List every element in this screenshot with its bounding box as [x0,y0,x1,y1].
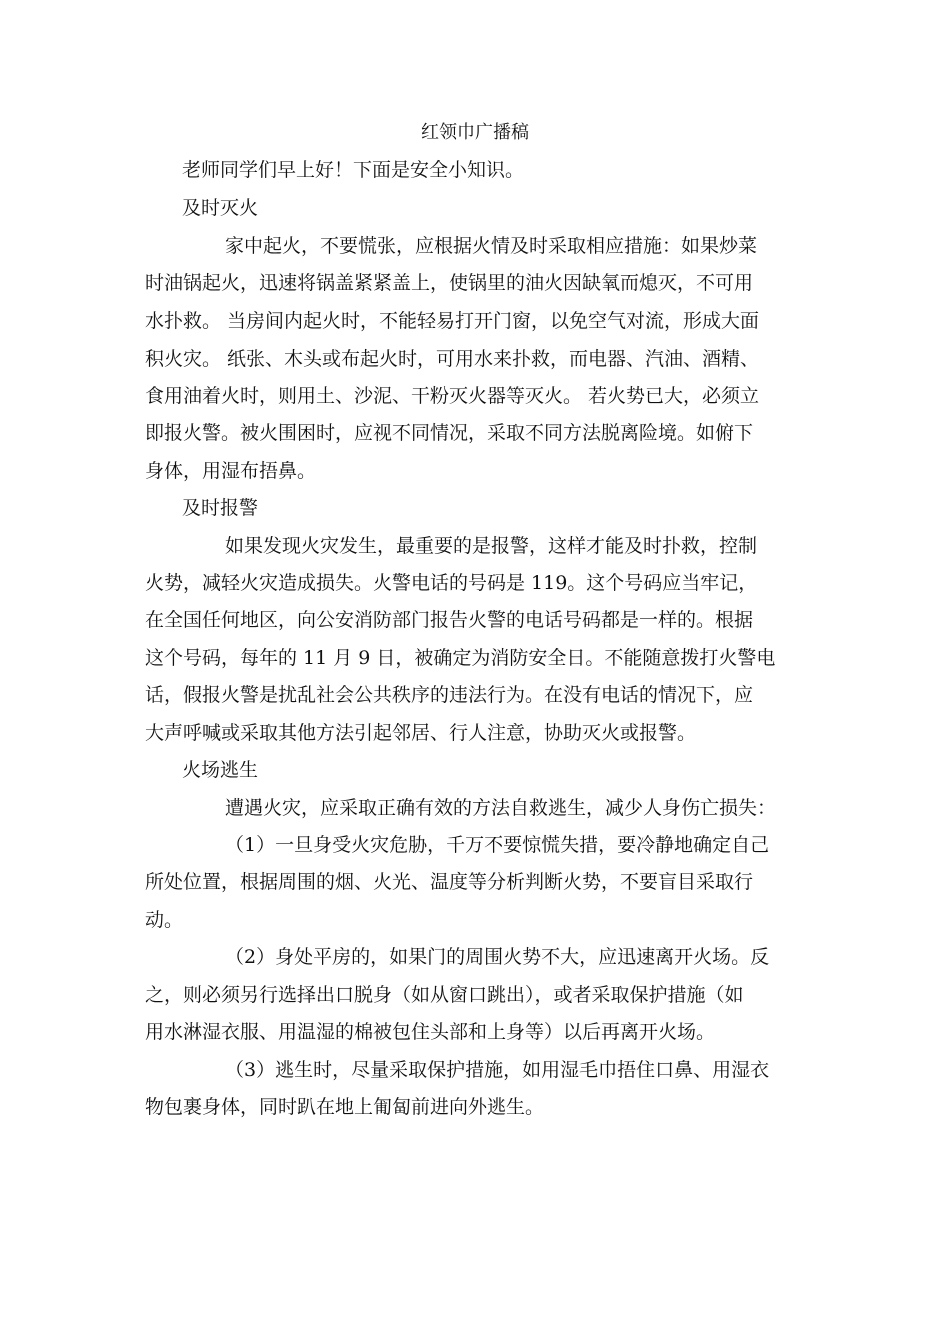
paragraph-line: （1）一旦身受火灾危胁，千万不要惊慌失措，要冷静地确定自己 [225,834,770,856]
paragraph-line: 水扑救。 当房间内起火时，不能轻易打开门窗，以免空气对流，形成大面 [145,310,760,332]
paragraph-line: 物包裹身体，同时趴在地上匍匐前进向外逃生。 [145,1096,545,1118]
paragraph-line: 如果发现火灾发生，最重要的是报警，这样才能及时扑救，控制 [225,535,758,557]
paragraph-line: 在全国任何地区，向公安消防部门报告火警的电话号码都是一样的。根据 [145,609,754,631]
paragraph-line: 大声呼喊或采取其他方法引起邻居、行人注意，协助灭火或报警。 [145,722,697,744]
paragraph-line: 之，则必须另行选择出口脱身（如从窗口跳出），或者采取保护措施（如 [145,984,744,1006]
paragraph-line: 遭遇火灾，应采取正确有效的方法自救逃生，减少人身伤亡损失： [225,797,777,819]
greeting: 老师同学们早上好！下面是安全小知识。 [182,159,525,181]
paragraph-line: 火势，减轻火灾造成损失。火警电话的号码是 119。这个号码应当牢记， [145,572,758,594]
paragraph-line: （3）逃生时，尽量采取保护措施，如用湿毛巾捂住口鼻、用湿衣 [225,1059,770,1081]
paragraph-line: 积火灾。 纸张、木头或布起火时，可用水来扑救，而电器、汽油、酒精、 [145,348,760,370]
paragraph-line: 动。 [145,909,184,931]
paragraph-line: 时油锅起火，迅速将锅盖紧紧盖上，使锅里的油火因缺氧而熄灭，不可用 [145,272,754,294]
section-heading-fire-escape: 火场逃生 [182,759,259,781]
paragraph-line: 所处位置，根据周围的烟、火光、温度等分析判断火势，不要盲目采取行 [145,871,754,893]
paragraph-line: 这个号码，每年的 11 月 9 日，被确定为消防安全日。不能随意拨打火警电 [145,647,776,669]
paragraph-line: 话，假报火警是扰乱社会公共秩序的违法行为。在没有电话的情况下，应 [145,684,754,706]
paragraph-line: 家中起火，不要慌张，应根据火情及时采取相应措施：如果炒菜 [225,235,758,257]
paragraph-line: 用水淋湿衣服、用温湿的棉被包住头部和上身等）以后再离开火场。 [145,1021,716,1043]
section-heading-fire-extinguish: 及时灭火 [182,197,259,219]
paragraph-line: 即报火警。被火围困时，应视不同情况，采取不同方法脱离险境。如俯下 [145,422,754,444]
paragraph-line: 身体，用湿布捂鼻。 [145,460,317,482]
section-heading-report-alarm: 及时报警 [182,497,259,519]
document-title: 红领巾广播稿 [421,122,529,143]
paragraph-line: 食用油着火时，则用土、沙泥、干粉灭火器等灭火。 若火势已大，必须立 [145,385,760,407]
paragraph-line: （2）身处平房的，如果门的周围火势不大，应迅速离开火场。反 [225,946,770,968]
